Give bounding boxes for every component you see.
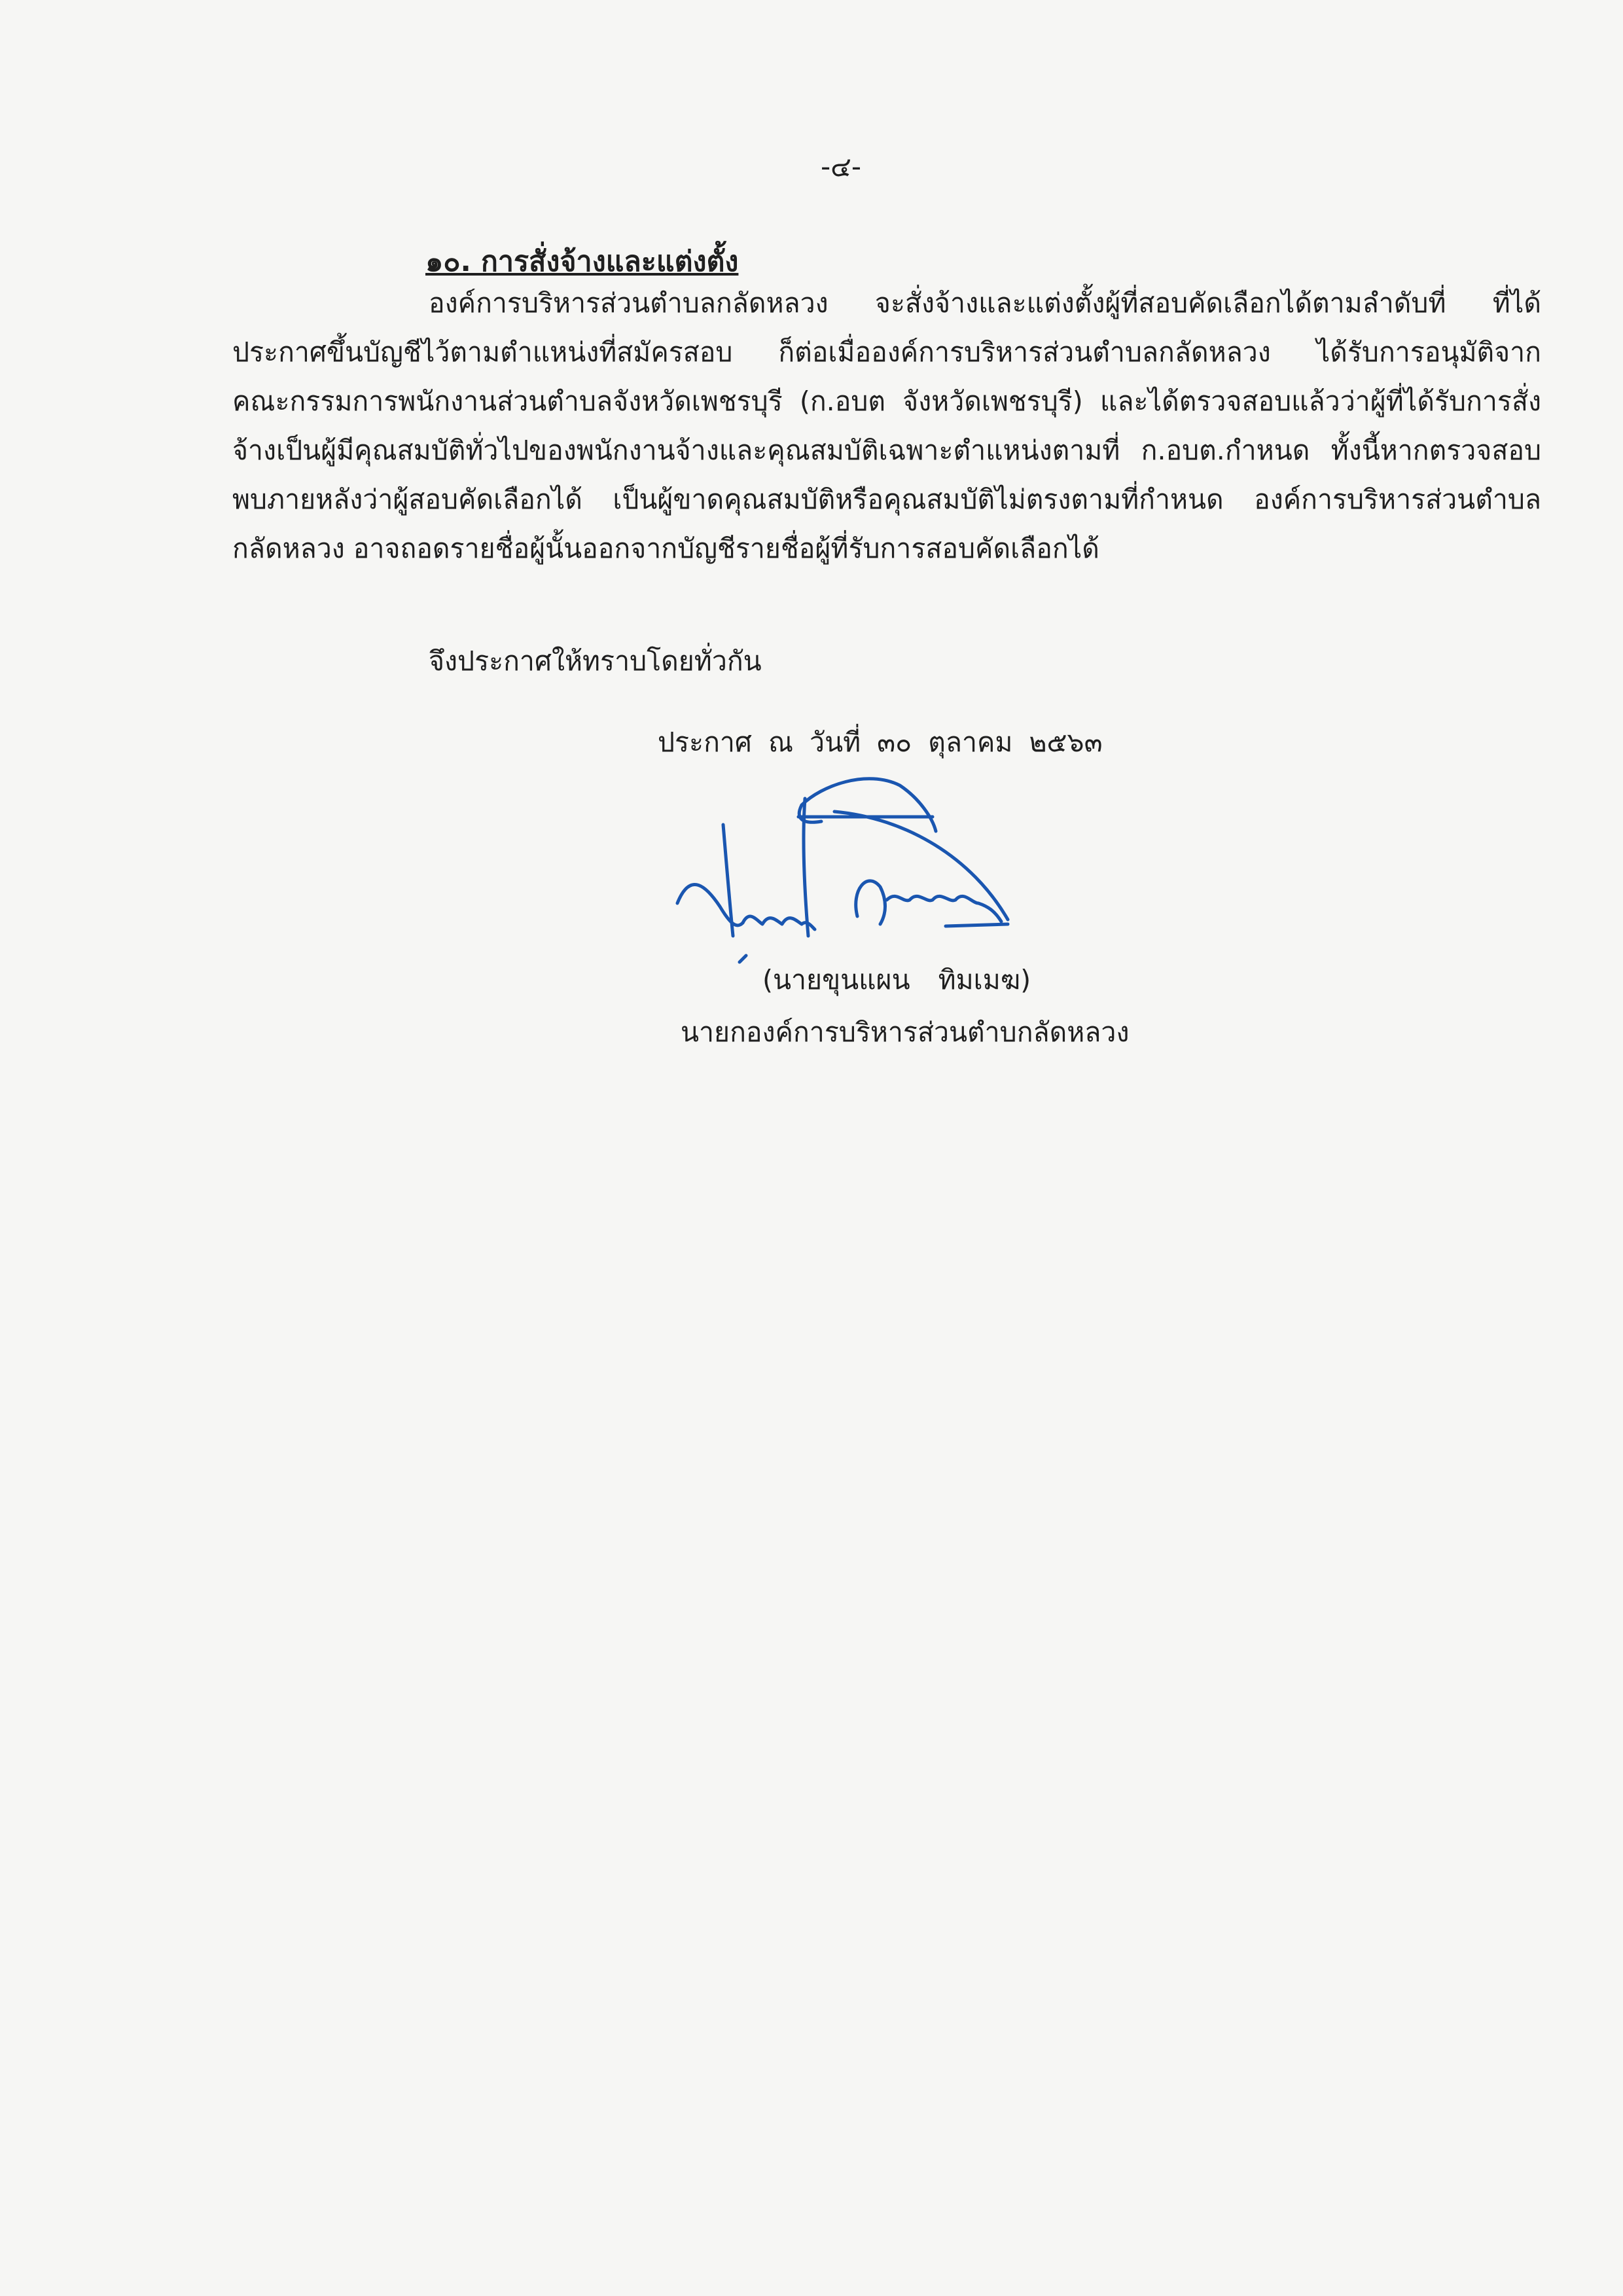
page-number: -๔- [820,151,862,183]
body-line-6: กลัดหลวง อาจถอดรายชื่อผู้นั้นออกจากบัญชีรายชื่อผู้ที่รับการสอบคัดเลือกได้ [232,533,1099,564]
signer-name: (นายขุนแผน ทิมเมฆ) [762,964,1031,996]
body-line-3: คณะกรรมการพนักงานส่วนตำบลจังหวัดเพชรบุรี (ก.อบต จังหวัดเพชรบุรี) และได้ตรวจสอบแล้วว่าผู้ที่ได้รับการสั่ง [232,386,1541,417]
announcement-line: จึงประกาศให้ทราบโดยทั่วกัน [429,645,762,677]
body-line-2: ประกาศขึ้นบัญชีไว้ตามตำแหน่งที่สมัครสอบ ก็ต่อเมื่อองค์การบริหารส่วนตำบลกลัดหลวง ได้รับการอนุมัติจาก [232,336,1541,368]
body-line-1: องค์การบริหารส่วนตำบลกลัดหลวง จะสั่งจ้างและแต่งตั้งผู้ที่สอบคัดเลือกได้ตามลำดับที่ ที่ได้ [429,287,1541,319]
announcement-date: ประกาศ ณ วันที่ ๓๐ ตุลาคม ๒๕๖๓ [658,726,1103,758]
signer-title: นายกองค์การบริหารส่วนตำบกลัดหลวง [681,1016,1130,1048]
body-line-5: พบภายหลังว่าผู้สอบคัดเลือกได้ เป็นผู้ขาดคุณสมบัติหรือคุณสมบัติไม่ตรงตามที่กำหนด องค์การบริหารส่วนตำบล [232,484,1541,515]
handwritten-signature [671,772,1077,969]
body-line-4: จ้างเป็นผู้มีคุณสมบัติทั่วไปของพนักงานจ้างและคุณสมบัติเฉพาะตำแหน่งตามที่ ก.อบต.กำหนด ทั้งนี้หากตรวจสอบ [232,435,1541,466]
section-heading: ๑๐. การสั่งจ้างและแต่งตั้ง [425,245,739,278]
